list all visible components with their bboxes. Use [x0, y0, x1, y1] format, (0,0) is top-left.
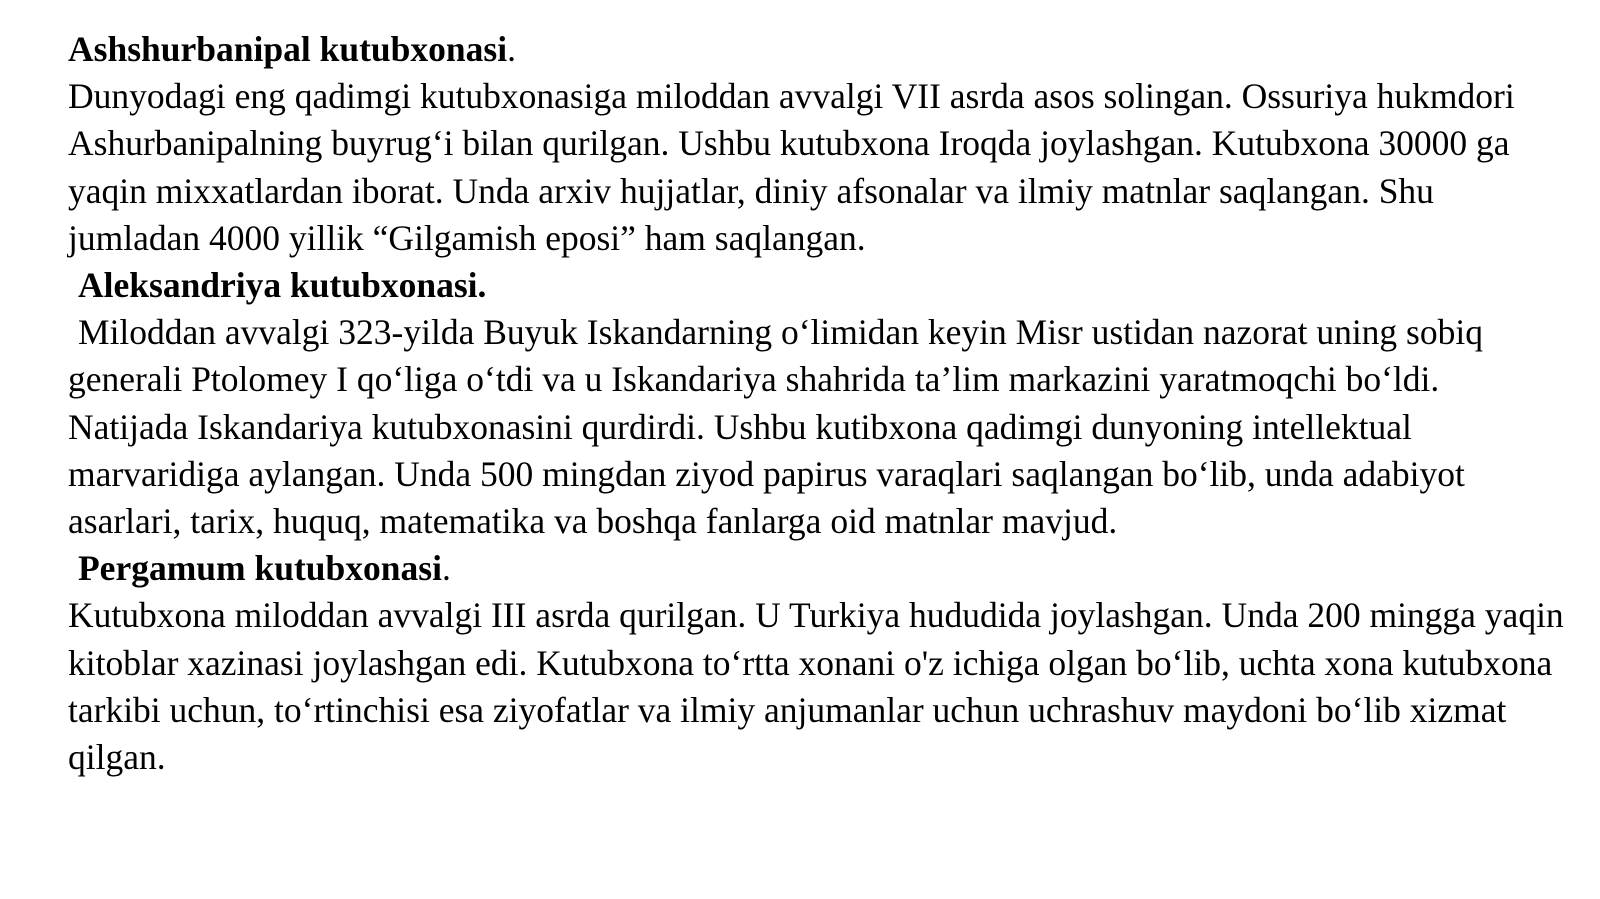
- section-heading: [68, 26, 1568, 73]
- section-pergamum: [68, 545, 1568, 781]
- heading-text: Ashshurbanipal kutubxonasi: [68, 29, 508, 69]
- heading-text: Aleksandriya kutubxonasi.: [78, 265, 487, 306]
- heading-suffix: .: [441, 548, 451, 589]
- section-aleksandriya: [68, 262, 1568, 545]
- section-paragraph: Dunyodagi eng qadimgi kutubxonasiga miloddan avvalgi VII asrda asos solingan. Ossuriya hukmdori Ashurbanipalning buyrug‘i bilan qurilgan. Ushbu kutubxona Iroqda joylashgan. Kutubxona 30000 ga yaqin mixxatlardan iborat. Unda arxiv hujjatlar, diniy afsonalar va ilmiy matnlar saqlangan. Shu jumladan 4000 yillik “Gilgamish eposi” ham saqlangan.: [68, 76, 1515, 258]
- section-paragraph: Kutubxona miloddan avvalgi III asrda qurilgan. U Turkiya hududida joylashgan. Unda 200 mingga yaqin kitoblar xazinasi joylashgan edi. Kutubxona to‘rtta xonani o'z ichiga olgan bo‘lib, uchta xona kutubxona tarkibi uchun, to‘rtinchisi esa ziyofatlar va ilmiy anjumanlar uchun uchrashuv maydoni bo‘lib xizmat qilgan.: [68, 595, 1564, 778]
- section-paragraph: [68, 309, 1568, 545]
- heading-suffix: .: [507, 29, 516, 69]
- heading-text: Pergamum kutubxonasi: [78, 548, 442, 589]
- section-heading: [68, 545, 1568, 592]
- document-body: [68, 26, 1568, 781]
- section-heading: [68, 262, 1568, 309]
- paragraph-text: Miloddan avvalgi 323-yilda Buyuk Iskandarning o‘limidan keyin Misr ustidan nazorat uning sobiq generali Ptolomey I qo‘liga o‘tdi va u Iskandariya shahrida ta’lim markazini yaratmoqchi bo‘ldi. Natijada Iskandariya kutubxonasini qurdirdi. Ushbu kutibxona qadimgi dunyoning intellektual marvaridiga aylangan. Unda 500 mingdan ziyod papirus varaqlari saqlangan bo‘lib, unda adabiyot asarlari, tarix, huquq, matematika va boshqa fanlarga oid matnlar mavjud.: [68, 312, 1483, 542]
- section-ashshurbanipal: [68, 26, 1568, 262]
